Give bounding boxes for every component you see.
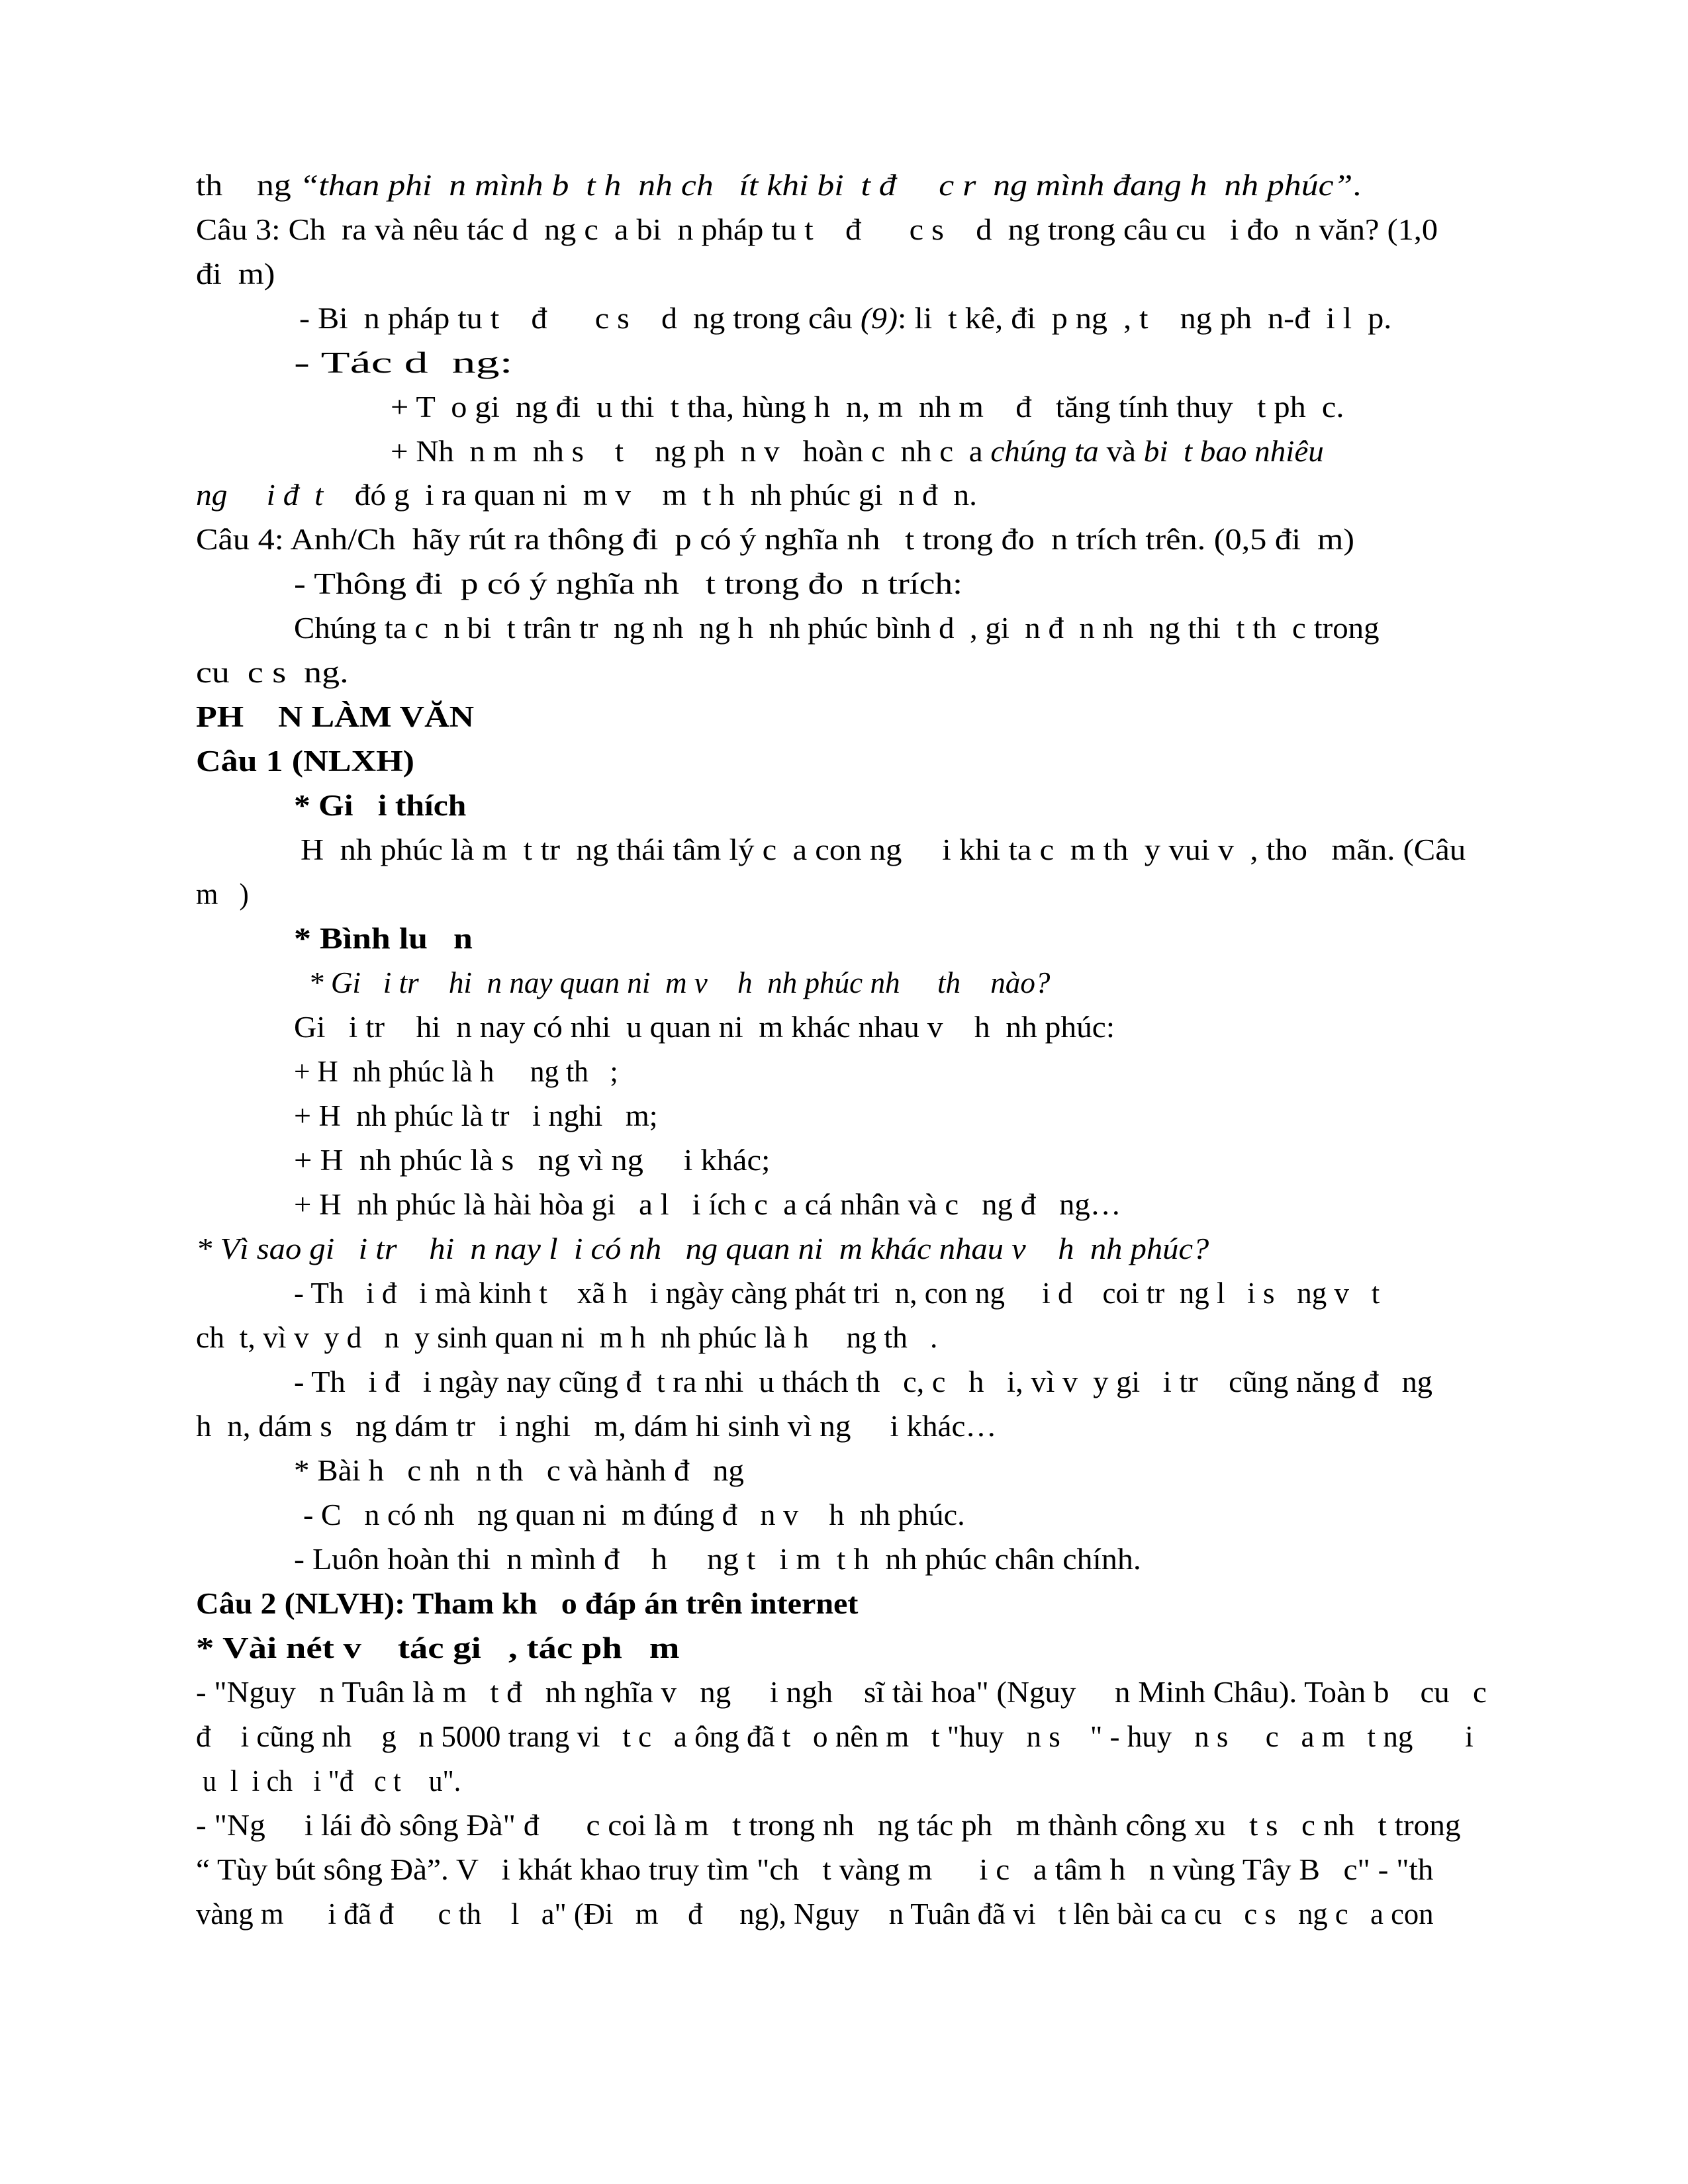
text-line xyxy=(196,525,1354,555)
text-span: - Thông đi p có ý nghĩa nh t trong đo n trích: xyxy=(294,567,963,600)
text-line xyxy=(196,658,349,688)
text-line xyxy=(294,569,962,599)
text-span: - Bi n pháp tu t đ c s d ng trong câu xyxy=(299,302,861,335)
text-span: - Luôn hoàn thi n mình đ h ng t i m t h nh phúc chân chính. xyxy=(294,1543,1141,1576)
text-line xyxy=(294,1367,1432,1397)
bold-text: Câu 2 (NLVH): Tham kh o đáp án trên internet xyxy=(196,1587,859,1620)
text-line xyxy=(294,1545,1141,1574)
text-span: + H nh phúc là h ng th ; xyxy=(294,1055,618,1088)
text-span: - Tác d ng: xyxy=(294,346,513,379)
text-line xyxy=(299,304,1391,334)
text-line xyxy=(391,437,1324,467)
text-line xyxy=(303,1500,965,1530)
text-span: + H nh phúc là tr i nghi m; xyxy=(294,1099,658,1132)
text-line xyxy=(196,1899,1434,1929)
text-line xyxy=(196,747,414,776)
text-line xyxy=(196,1855,1433,1885)
italic-text: * Vì sao gi i tr hi n nay l i có nh ng quan ni m khác nhau v h nh phúc? xyxy=(196,1232,1209,1265)
text-line xyxy=(294,1456,744,1486)
italic-text: “than phi n mình b t h nh ch ít khi bi t đ c r ng mình đang h nh phúc” xyxy=(299,169,1353,202)
text-span: và xyxy=(1098,435,1144,468)
text-span: + H nh phúc là s ng vì ng i khác; xyxy=(294,1144,771,1177)
text-span: - Th i đ i mà kinh t xã h i ngày càng phát tri n, con ng i d coi tr ng l i s ng v t xyxy=(294,1277,1380,1310)
italic-text: chúng ta xyxy=(990,435,1099,468)
text-line xyxy=(308,968,1050,998)
text-line xyxy=(196,1633,679,1663)
text-line xyxy=(196,1678,1487,1707)
text-span: m ) xyxy=(196,878,249,911)
italic-text: bi t bao nhiêu xyxy=(1143,435,1324,468)
text-line xyxy=(294,1279,1380,1308)
bold-text: PH N LÀM VĂN xyxy=(196,700,475,733)
text-line xyxy=(196,480,977,510)
text-span: - "Nguy n Tuân là m t đ nh nghĩa v ng i ngh sĩ tài hoa" (Nguy n Minh Châu). Toàn b cu c xyxy=(196,1676,1487,1709)
text-span: h n, dám s ng dám tr i nghi m, dám hi sinh vì ng i khác… xyxy=(196,1410,997,1443)
text-span: + Nh n m nh s t ng ph n v hoàn c nh c a xyxy=(391,435,991,468)
text-line xyxy=(196,1412,997,1441)
text-line xyxy=(196,215,1438,245)
text-line xyxy=(196,259,275,289)
text-line xyxy=(196,1323,937,1353)
text-line xyxy=(294,614,1380,643)
bold-text: * Gi i thích xyxy=(294,789,467,822)
text-line xyxy=(196,702,474,732)
bold-text: * Vài nét v tác gi , tác ph m xyxy=(196,1631,680,1664)
text-span: H nh phúc là m t tr ng thái tâm lý c a con ng i khi ta c m th y vui v , tho mãn. (Câu xyxy=(301,833,1466,866)
bold-text: * Bình lu n xyxy=(294,922,473,955)
text-line xyxy=(294,1101,658,1131)
text-span: Câu 3: Ch ra và nêu tác d ng c a bi n pháp tu t đ c s d ng trong câu cu i đo n văn? (1,0 xyxy=(196,213,1438,246)
text-span: đó g i ra quan ni m v m t h nh phúc gi n đ n. xyxy=(323,478,977,512)
text-span: : li t kê, đi p ng , t ng ph n-đ i l p. xyxy=(898,302,1392,335)
bold-text: Câu 1 (NLXH) xyxy=(196,745,415,778)
text-line xyxy=(301,835,1466,865)
italic-text: * Gi i tr hi n nay quan ni m v h nh phúc nh th nào? xyxy=(308,966,1051,999)
text-line xyxy=(294,1146,771,1175)
text-span: + H nh phúc là hài hòa gi a l i ích c a cá nhân và c ng đ ng… xyxy=(294,1188,1121,1221)
text-line xyxy=(196,171,1361,201)
text-span: Chúng ta c n bi t trân tr ng nh ng h nh phúc bình d , gi n đ n nh ng thi t th c trong xyxy=(294,612,1380,645)
text-line xyxy=(294,924,473,954)
text-line xyxy=(196,880,249,909)
text-span: Gi i tr hi n nay có nhi u quan ni m khác nhau v h nh phúc: xyxy=(294,1011,1115,1044)
text-span: th ng xyxy=(196,169,300,202)
text-line xyxy=(203,1766,461,1796)
italic-text: ng i đ t xyxy=(196,478,324,512)
text-line xyxy=(294,791,466,821)
text-span: đi m) xyxy=(196,257,275,291)
text-span: . xyxy=(1352,169,1362,202)
text-span: “ Tùy bút sông Đà”. V i khát khao truy tìm "ch t vàng m i c a tâm h n vùng Tây B c" - "th xyxy=(196,1853,1434,1886)
text-line xyxy=(196,1811,1461,1841)
text-line xyxy=(294,1013,1115,1042)
italic-text: (9) xyxy=(860,302,898,335)
text-span: đ i cũng nh g n 5000 trang vi t c a ông đã t o nên m t "huy n s " - huy n s c a m t ng i xyxy=(196,1720,1474,1753)
text-line xyxy=(294,1190,1121,1220)
text-span: vàng m i đã đ c th l a" (Đi m đ ng), Nguy n Tuân đã vi t lên bài ca cu c s ng c a con xyxy=(196,1897,1434,1931)
text-line xyxy=(196,1722,1474,1752)
text-line xyxy=(294,348,513,378)
text-line xyxy=(196,1589,858,1619)
text-span: - Th i đ i ngày nay cũng đ t ra nhi u thách th c, c h i, vì v y gi i tr cũng năng đ ng xyxy=(294,1365,1432,1398)
text-line xyxy=(294,1057,618,1087)
text-span: * Bài h c nh n th c và hành đ ng xyxy=(294,1454,744,1487)
text-span: u l i ch i "đ c t u". xyxy=(203,1764,461,1797)
text-span: - "Ng i lái đò sông Đà" đ c coi là m t trong nh ng tác ph m thành công xu t s c nh t trong xyxy=(196,1809,1461,1842)
text-line xyxy=(391,392,1344,422)
text-line xyxy=(196,1234,1209,1264)
text-span: Câu 4: Anh/Ch hãy rút ra thông đi p có ý nghĩa nh t trong đo n trích trên. (0,5 đi m) xyxy=(196,523,1355,556)
text-span: + T o gi ng đi u thi t tha, hùng h n, m nh m đ tăng tính thuy t ph c. xyxy=(391,390,1344,424)
text-span: ch t, vì v y d n y sinh quan ni m h nh phúc là h ng th . xyxy=(196,1321,938,1354)
text-span: - C n có nh ng quan ni m đúng đ n v h nh phúc. xyxy=(303,1498,965,1531)
text-span: cu c s ng. xyxy=(196,656,349,689)
